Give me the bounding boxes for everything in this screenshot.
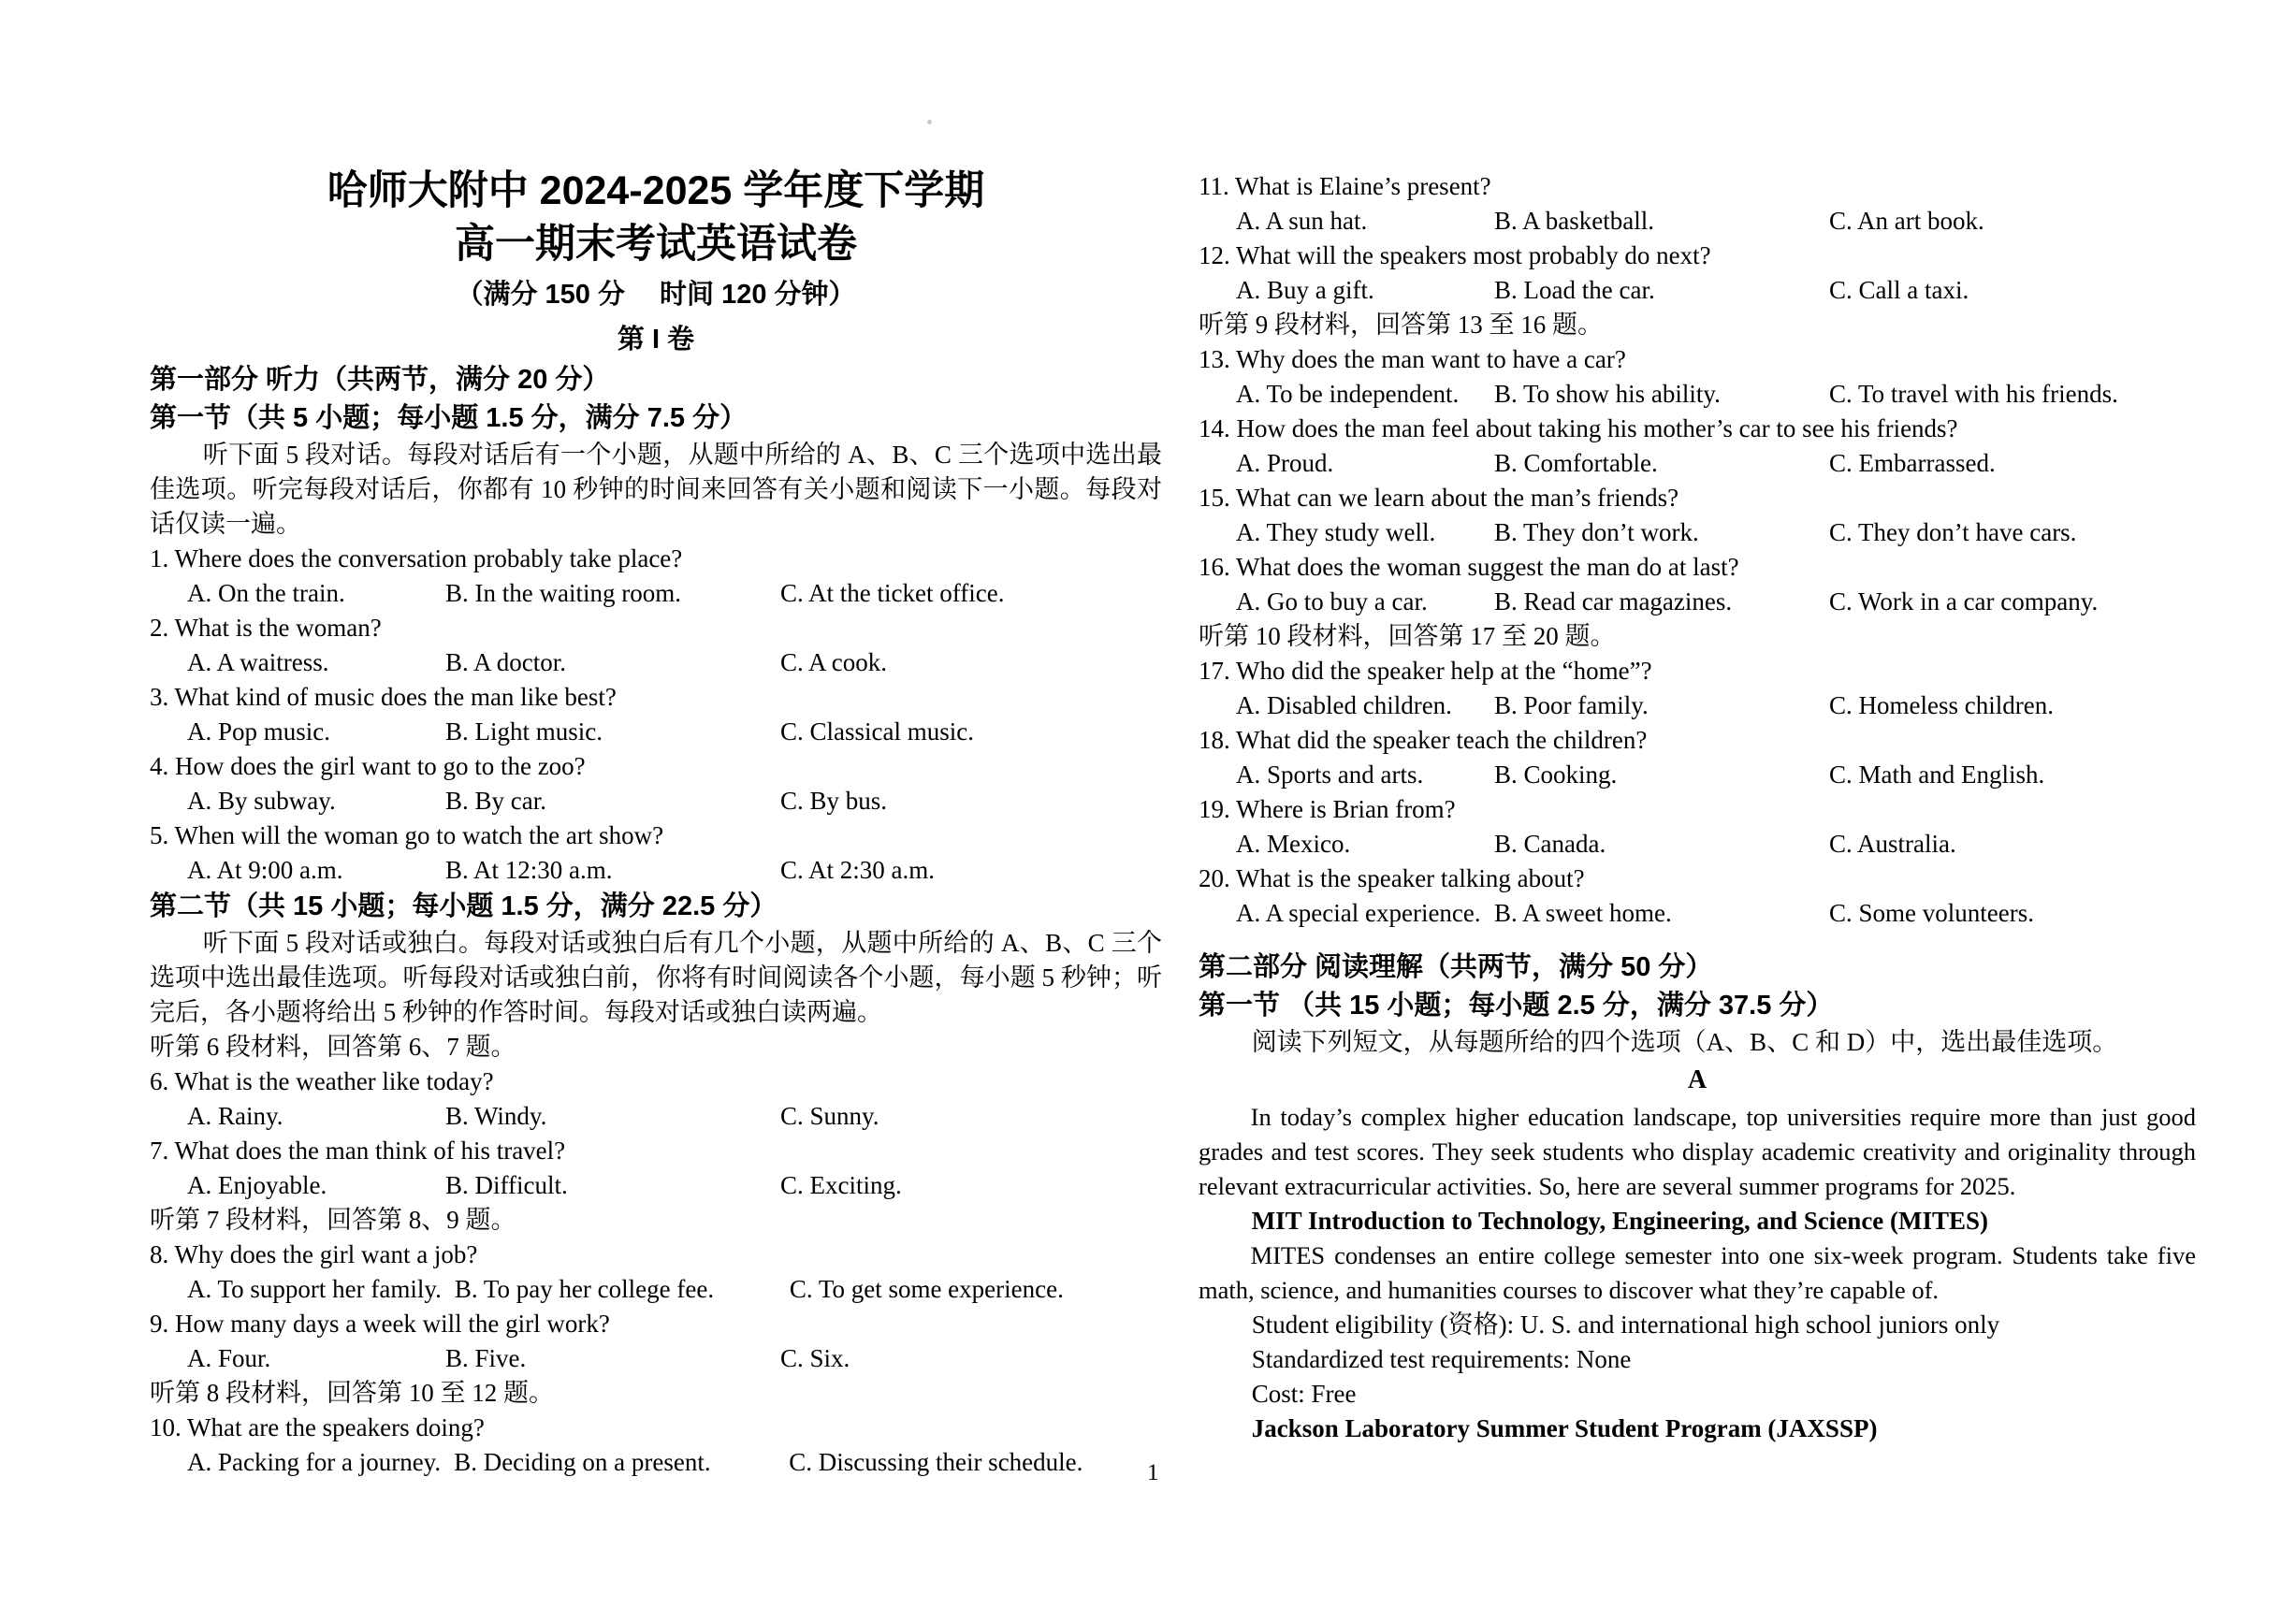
question-8 [150, 1238, 1162, 1307]
question-16 [1199, 550, 2196, 619]
part2-heading: 第二部分 阅读理解（共两节，满分 50 分） [1199, 952, 1713, 982]
option-c: C. To get some experience. [789, 1275, 1064, 1303]
option-b: B. Cooking. [1494, 760, 1618, 789]
option-c: C. At 2:30 a.m. [780, 856, 936, 884]
material-cue-6-7: 听第 6 段材料，回答第 6、7 题。 [150, 1033, 516, 1061]
question-options [150, 1272, 1162, 1307]
question-stem: 15. What can we learn about the man’s friends? [1199, 484, 1679, 512]
option-a: A. Pop music. [187, 717, 331, 746]
option-a: A. Sports and arts. [1236, 760, 1424, 789]
option-a: A. A special experience. [1236, 899, 1481, 927]
question-3 [150, 680, 1162, 749]
question-options [1199, 688, 2196, 723]
part1-heading: 第一部分 听力（共两节，满分 20 分） [150, 365, 610, 395]
question-stem: 8. Why does the girl want a job? [150, 1240, 478, 1268]
option-b: B. In the waiting room. [445, 579, 681, 607]
left-column [150, 165, 1162, 1480]
question-6 [150, 1064, 1162, 1134]
question-stem: 16. What does the woman suggest the man do at last? [1199, 553, 1739, 581]
option-c: C. They don’t have cars. [1829, 518, 2077, 546]
option-c: C. Homeless children. [1829, 691, 2054, 719]
question-20 [1199, 862, 2196, 931]
page-number: 1 [1147, 1460, 1159, 1485]
reading-instructions: 阅读下列短文，从每题所给的四个选项（A、B、C 和 D）中，选出最佳选项。 [1251, 1028, 2118, 1056]
question-options [1199, 585, 2196, 619]
question-stem: 3. What kind of music does the man like best? [150, 683, 617, 711]
question-stem: 7. What does the man think of his travel? [150, 1137, 566, 1165]
question-options [1199, 204, 2196, 239]
question-stem: 5. When will the woman go to watch the art show? [150, 821, 664, 849]
volume-label: 第 I 卷 [617, 325, 695, 355]
question-stem: 14. How does the man feel about taking his mother’s car to see his friends? [1199, 414, 1958, 442]
question-options [1199, 377, 2196, 412]
exam-title-line2: 高一期末考试英语试卷 [455, 222, 857, 267]
question-17 [1199, 654, 2196, 723]
question-7 [150, 1134, 1162, 1203]
option-a: A. They study well. [1236, 518, 1436, 546]
option-a: A. Packing for a journey. [187, 1448, 442, 1476]
option-c: C. Six. [780, 1344, 850, 1372]
question-12 [1199, 239, 2196, 308]
exam-title-line1: 哈师大附中 2024-2025 学年度下学期 [327, 168, 985, 213]
option-a: A. Go to buy a car. [1236, 587, 1428, 615]
option-b: B. Comfortable. [1494, 449, 1658, 477]
option-c: C. Embarrassed. [1829, 449, 1996, 477]
question-options [150, 645, 1162, 680]
option-c: C. Discussing their schedule. [789, 1448, 1083, 1476]
question-options [1199, 446, 2196, 481]
mites-paragraph: MITES condenses an entire college semester into one six-week program. Students take five math, science, and humanities courses to discover what they’re capable of. [1199, 1241, 2196, 1304]
question-stem: 6. What is the weather like today? [150, 1067, 494, 1095]
option-c: C. To travel with his friends. [1829, 380, 2118, 408]
option-b: B. A sweet home. [1494, 899, 1672, 927]
question-options [150, 853, 1162, 888]
option-c: C. At the ticket office. [780, 579, 1005, 607]
question-stem: 1. Where does the conversation probably take place? [150, 544, 683, 572]
question-options [150, 784, 1162, 818]
option-c: C. Work in a car company. [1829, 587, 2099, 615]
option-a: A. A sun hat. [1236, 207, 1368, 235]
listening-section1-heading: 第一节（共 5 小题；每小题 1.5 分，满分 7.5 分） [150, 403, 748, 433]
listening-section1-instructions: 听下面 5 段对话。每段对话后有一个小题，从题中所给的 A、B、C 三个选项中选出最佳选项。听完每段对话后，你都有 10 秒钟的时间来回答有关小题和阅读下一小题。每段对话仅读一遍。 [150, 441, 1162, 538]
option-c: C. An art book. [1829, 207, 1984, 235]
question-19 [1199, 792, 2196, 862]
question-options [150, 1341, 1162, 1376]
option-b: B. They don’t work. [1494, 518, 1699, 546]
question-stem: 19. Where is Brian from? [1199, 795, 1456, 823]
option-a: A. To be independent. [1236, 380, 1460, 408]
option-a: A. On the train. [187, 579, 345, 607]
option-c: C. Some volunteers. [1829, 899, 2034, 927]
material-cue-10-12: 听第 8 段材料，回答第 10 至 12 题。 [150, 1379, 554, 1407]
option-b: B. Load the car. [1494, 276, 1655, 304]
option-b: B. Light music. [445, 717, 603, 746]
option-c: C. A cook. [780, 648, 888, 676]
jaxssp-program-heading: Jackson Laboratory Summer Student Program (JAXSSP) [1251, 1414, 1878, 1442]
mites-program-heading: MIT Introduction to Technology, Engineering, and Science (MITES) [1251, 1207, 1989, 1235]
option-b: B. By car. [445, 787, 546, 815]
question-stem: 10. What are the speakers doing? [150, 1413, 485, 1441]
option-a: A. By subway. [187, 787, 336, 815]
option-b: B. To pay her college fee. [454, 1275, 715, 1303]
question-stem: 9. How many days a week will the girl work? [150, 1310, 610, 1338]
right-column [1199, 169, 2196, 1446]
question-options [1199, 896, 2196, 931]
question-stem: 13. Why does the man want to have a car? [1199, 345, 1626, 373]
scan-artifact-dot [927, 120, 932, 124]
question-stem: 11. What is Elaine’s present? [1199, 172, 1491, 200]
question-stem: 2. What is the woman? [150, 614, 382, 642]
option-a: A. A waitress. [187, 648, 329, 676]
question-options [150, 715, 1162, 749]
question-stem: 18. What did the speaker teach the children? [1199, 726, 1648, 754]
option-c: C. Sunny. [780, 1102, 879, 1130]
question-options [150, 576, 1162, 611]
option-c: C. Australia. [1829, 830, 1956, 858]
option-b: B. Windy. [445, 1102, 547, 1130]
question-stem: 4. How does the girl want to go to the zoo? [150, 752, 586, 780]
option-b: B. Poor family. [1494, 691, 1649, 719]
option-a: A. Disabled children. [1236, 691, 1452, 719]
option-b: B. A doctor. [445, 648, 567, 676]
option-b: B. Deciding on a present. [454, 1448, 711, 1476]
option-a: A. Proud. [1236, 449, 1334, 477]
option-a: A. To support her family. [187, 1275, 442, 1303]
option-a: A. Mexico. [1236, 830, 1351, 858]
question-stem: 20. What is the speaker talking about? [1199, 864, 1585, 892]
cost-line: Cost: Free [1251, 1380, 1357, 1408]
option-a: A. Rainy. [187, 1102, 283, 1130]
option-c: C. Exciting. [780, 1171, 902, 1199]
option-c: C. By bus. [780, 787, 888, 815]
option-a: A. Buy a gift. [1236, 276, 1374, 304]
passage-paragraph-intro: In today’s complex higher education landscape, top universities require more than just good grades and test scores. They seek students who display academic creativity and originality through relevant extracurricular activities. So, here are several summer programs for 2025. [1199, 1103, 2196, 1200]
question-options [150, 1168, 1162, 1203]
option-c: C. Classical music. [780, 717, 974, 746]
test-requirements-line: Standardized test requirements: None [1251, 1345, 1632, 1373]
question-1 [150, 542, 1162, 611]
question-options [1199, 758, 2196, 792]
option-a: A. Four. [187, 1344, 271, 1372]
question-18 [1199, 723, 2196, 792]
question-11 [1199, 169, 2196, 239]
question-options [150, 1099, 1162, 1134]
material-cue-13-16: 听第 9 段材料，回答第 13 至 16 题。 [1199, 311, 1603, 339]
option-b: B. At 12:30 a.m. [445, 856, 613, 884]
material-cue-17-20: 听第 10 段材料，回答第 17 至 20 题。 [1199, 622, 1616, 650]
option-b: B. Canada. [1494, 830, 1606, 858]
question-10 [150, 1411, 1162, 1480]
question-4 [150, 749, 1162, 818]
option-b: B. Read car magazines. [1494, 587, 1733, 615]
option-a: A. Enjoyable. [187, 1171, 327, 1199]
material-cue-8-9: 听第 7 段材料，回答第 8、9 题。 [150, 1206, 516, 1234]
question-14 [1199, 412, 2196, 481]
option-b: B. Five. [445, 1344, 527, 1372]
question-5 [150, 818, 1162, 888]
question-15 [1199, 481, 2196, 550]
question-2 [150, 611, 1162, 680]
passage-a-label: A [1687, 1065, 1707, 1094]
question-options [1199, 827, 2196, 862]
question-stem: 12. What will the speakers most probably do next? [1199, 241, 1711, 269]
question-13 [1199, 342, 2196, 412]
option-a: A. At 9:00 a.m. [187, 856, 343, 884]
option-c: C. Math and English. [1829, 760, 2045, 789]
eligibility-line: Student eligibility (资格): U. S. and international high school juniors only [1251, 1311, 2000, 1339]
question-stem: 17. Who did the speaker help at the “home”? [1199, 657, 1652, 685]
option-b: B. To show his ability. [1494, 380, 1721, 408]
option-b: B. A basketball. [1494, 207, 1654, 235]
reading-section1-heading: 第一节 （共 15 小题；每小题 2.5 分，满分 37.5 分） [1199, 991, 1834, 1021]
question-9 [150, 1307, 1162, 1376]
listening-section2-heading: 第二节（共 15 小题；每小题 1.5 分，满分 22.5 分） [150, 891, 777, 921]
question-options [1199, 273, 2196, 308]
question-options [150, 1445, 1162, 1480]
option-b: B. Difficult. [445, 1171, 568, 1199]
option-c: C. Call a taxi. [1829, 276, 1969, 304]
exam-subtitle: （满分 150 分 时间 120 分钟） [456, 280, 856, 310]
question-options [1199, 515, 2196, 550]
listening-section2-instructions: 听下面 5 段对话或独白。每段对话或独白后有几个小题，从题中所给的 A、B、C 三个选项中选出最佳选项。听每段对话或独白前，你将有时间阅读各个小题，每小题 5 秒钟；听完后，各小题将给出 5 秒钟的作答时间。每段对话或独白读两遍。 [150, 929, 1162, 1026]
